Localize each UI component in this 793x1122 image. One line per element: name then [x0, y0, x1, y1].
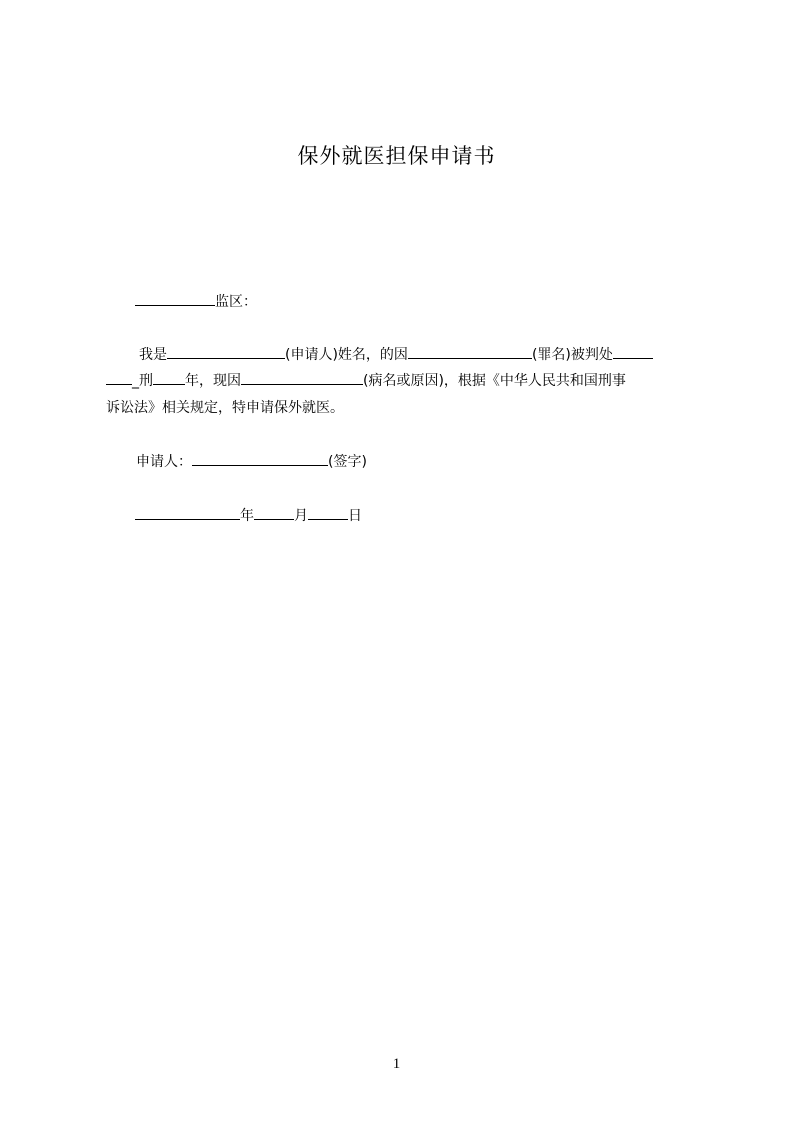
body-line-1: [139, 344, 653, 365]
prison-section-blank: [135, 291, 215, 306]
month-label: 月: [294, 508, 308, 524]
crime-note: (罪名)被判处: [531, 347, 613, 363]
addressee-line: [135, 291, 257, 312]
body-prefix-underscore: _: [132, 373, 139, 389]
applicant-name-blank: [167, 344, 285, 359]
signature-blank: [192, 451, 328, 466]
day-blank: [308, 505, 348, 520]
illness-blank: [241, 370, 363, 385]
addressee-suffix: 监区：: [215, 294, 257, 310]
crime-name-blank: [408, 344, 532, 359]
signature-line: [136, 451, 367, 472]
applicant-note: (申请人)姓名，的因: [285, 347, 408, 363]
illness-note: (病名或原因)，根据《中华人民共和国刑事: [363, 373, 626, 389]
day-label: 日: [348, 508, 362, 524]
body-line-3: [106, 398, 344, 418]
sentence-blank-part1: [613, 344, 653, 359]
body-intro: 我是: [139, 347, 167, 363]
page-number: 1: [392, 1056, 401, 1072]
years-blank: [153, 370, 185, 385]
document-title: 保外就医担保申请书: [297, 144, 496, 168]
date-line: [135, 505, 362, 526]
legal-basis-text: 诉讼法》相关规定，特申请保外就医。: [106, 400, 344, 416]
signature-label: 申请人：: [136, 454, 192, 470]
month-blank: [254, 505, 294, 520]
year-now-because: 年，现因: [185, 373, 241, 389]
sentence-blank-part2: [106, 370, 132, 385]
sentence-type: 刑: [139, 373, 153, 389]
year-blank: [135, 505, 240, 520]
year-label: 年: [240, 508, 254, 524]
body-line-2: [106, 370, 626, 391]
signature-note: (签字): [328, 454, 367, 470]
